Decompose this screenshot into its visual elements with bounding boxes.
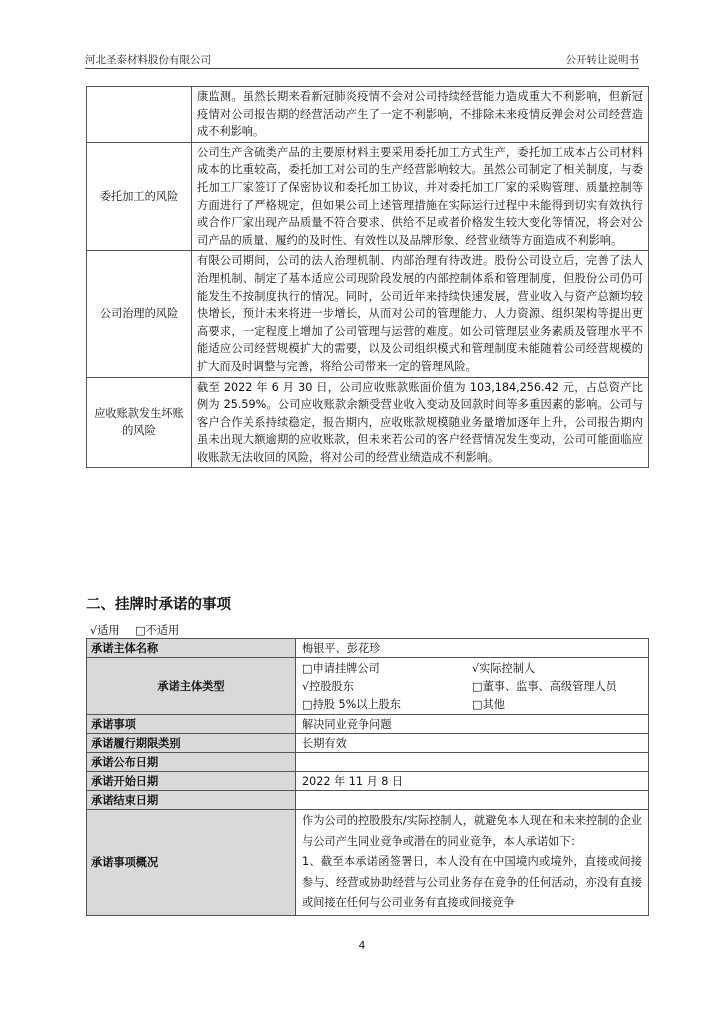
type-option: □申请挂牌公司 [302, 662, 380, 675]
promise-table [86, 638, 649, 916]
end-date-value [296, 791, 649, 810]
risk-name: 委托加工的风险 [87, 142, 192, 251]
section-title: 二、挂牌时承诺的事项 [86, 597, 231, 613]
risk-desc: 有限公司期间，公司的法人治理机制、内部治理有待改进。股份公司设立后，完善了法人治理机制、制定了基本适应公司现阶段发展的内部控制体系和管理制度，但股份公司仍可能发生不按制度执行的情况。同时，公司近年来持续快速发展，营业收入与资产总额均较快增长，预计未来将进一步增长，从而对公司的管理能力、人力资源、组织架构等提出更高要求，一定程度上增加了公司管理与运营的难度。如公司管理层业务素质及管理水平不能适应公司经营规模扩大的需要，以及公司组织模式和管理制度未能随着公司经营规模的扩大而及时调整与完善，将给公司带来一定的管理风险。 [192, 251, 649, 377]
table-row [87, 791, 649, 810]
risk-desc: 公司生产含硫类产品的主要原材料主要采用委托加工方式生产，委托加工成本占公司材料成本的比重较高，委托加工对公司的生产经营影响较大。虽然公司制定了相关制度，与委托加工厂家签订了保密协议和委托加工协议，并对委托加工厂家的采购管理、质量控制等方面进行了严格规定，但如果公司上述管理措施在实际运行过程中未能得到切实有效执行或合作厂家出现产品质量不符合要求、供给不足或者价格发生较大变化等情况，将会对公司产品的质量、履约的及时性、有效性以及品牌形象、经营业绩等方面造成不利影响。 [192, 142, 649, 251]
publish-date-label: 承诺公布日期 [87, 753, 296, 772]
type-options [296, 658, 649, 715]
applicable-options [90, 622, 191, 638]
type-option: √实际控制人 [472, 662, 536, 675]
header-doc-type: 公开转让说明书 [565, 54, 639, 66]
matter-value: 解决同业竞争问题 [296, 715, 649, 734]
start-date-value: 2022 年 11 月 8 日 [296, 772, 649, 791]
not-applicable-checkbox: □不适用 [135, 624, 180, 637]
table-row [87, 772, 649, 791]
subject-label: 承诺主体名称 [87, 639, 296, 658]
page-number: 4 [358, 940, 366, 952]
period-type-label: 承诺履行期限类别 [87, 734, 296, 753]
type-option: □其他 [472, 698, 505, 711]
risk-name [87, 87, 192, 143]
header-rule [85, 68, 639, 69]
applicable-checkbox: √适用 [90, 624, 120, 637]
risk-name: 应收账款发生坏账的风险 [87, 377, 192, 468]
table-row [87, 715, 649, 734]
matter-label: 承诺事项 [87, 715, 296, 734]
table-row [87, 142, 649, 251]
risk-table [86, 86, 649, 468]
subject-value: 梅银平、彭花珍 [296, 639, 649, 658]
table-row [87, 753, 649, 772]
risk-name: 公司治理的风险 [87, 251, 192, 377]
header-company: 河北圣泰材料股份有限公司 [85, 54, 211, 66]
overview-value: 作为公司的控股股东/实际控制人，就避免本人现在和未来控制的企业与公司产生同业竞争或潜在的同业竞争，本人承诺如下： 1、截至本承诺函签署日，本人没有在中国境内或境外，直接或间接参与、经营或协助经营与公司业务存在竞争的任何活动，亦没有直接或间接在任何与公司业务有直接或间接竞争 [296, 810, 649, 916]
table-row [87, 658, 649, 715]
risk-desc: 截至 2022 年 6 月 30 日，公司应收账款账面价值为 103,184,256.42 元，占总资产比例为 25.59%。公司应收账款余额受营业收入变动及回款时间等多重因素的影响。公司与客户合作关系持续稳定，报告期内，应收账款规模随业务量增加逐年上升，公司报告期内虽未出现大额逾期的应收账款，但未来若公司的客户经营情况发生变动，公司可能面临应收账款无法收回的风险，将对公司的经营业绩造成不利影响。 [192, 377, 649, 468]
table-row [87, 377, 649, 468]
end-date-label: 承诺结束日期 [87, 791, 296, 810]
publish-date-value [296, 753, 649, 772]
table-row [87, 87, 649, 143]
period-type-value: 长期有效 [296, 734, 649, 753]
start-date-label: 承诺开始日期 [87, 772, 296, 791]
table-row [87, 251, 649, 377]
table-row [87, 810, 649, 916]
type-option: □持股 5%以上股东 [302, 698, 401, 711]
table-row [87, 639, 649, 658]
overview-label: 承诺事项概况 [87, 810, 296, 916]
risk-desc: 康监测。虽然长期来看新冠肺炎疫情不会对公司持续经营能力造成重大不利影响，但新冠疫情对公司报告期的经营活动产生了一定不利影响，不排除未来疫情反弹会对公司经营造成不利影响。 [192, 87, 649, 143]
type-label: 承诺主体类型 [87, 658, 296, 715]
type-option: □董事、监事、高级管理人员 [472, 680, 617, 693]
table-row [87, 734, 649, 753]
type-option: √控股股东 [302, 680, 354, 693]
